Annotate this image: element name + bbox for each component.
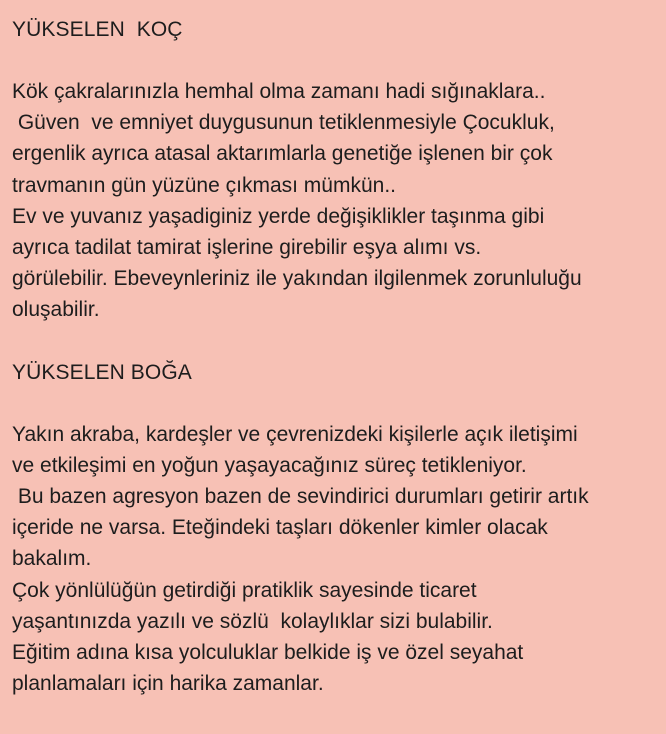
spacer — [12, 45, 656, 76]
text-line: görülebilir. Ebeveynleriniz ile yakından ilgilenmek zorunluluğu — [12, 267, 582, 291]
section-paragraph — [12, 419, 656, 700]
section-yukselen-koc — [12, 14, 656, 326]
spacer — [12, 326, 656, 357]
text-line: ergenlik ayrıca atasal aktarımlarla genetiğe işlenen bir çok — [12, 142, 553, 166]
spacer — [12, 388, 656, 419]
text-line: Ev ve yuvanız yaşadiginiz yerde değişiklikler taşınma gibi — [12, 204, 545, 228]
section-heading: YÜKSELEN KOÇ — [12, 18, 183, 41]
section-yukselen-boga — [12, 357, 656, 700]
text-line: bakalım. — [12, 547, 92, 571]
text-line: Çok yönlülüğün getirdiği pratiklik sayesinde ticaret — [12, 578, 477, 602]
text-line: oluşabilir. — [12, 298, 100, 322]
section-heading: YÜKSELEN BOĞA — [12, 360, 192, 384]
text-line: Bu bazen agresyon bazen de sevindirici durumları getirir artık — [12, 485, 589, 509]
section-paragraph — [12, 76, 656, 326]
text-line: Kök çakralarınızla hemhal olma zamanı hadi sığınaklara.. — [12, 80, 546, 103]
text-line: ayrıca tadilat tamirat işlerine girebilir eşya alımı vs. — [12, 236, 482, 260]
text-line: Yakın akraba, kardeşler ve çevrenizdeki kişilerle açık iletişimi — [12, 422, 578, 446]
text-line: yaşantınızda yazılı ve sözlü kolaylıklar sizi bulabilir. — [12, 609, 493, 633]
text-line: travmanın gün yüzüne çıkması mümkün.. — [12, 173, 396, 197]
text-line: planlamaları için harika zamanlar. — [12, 672, 324, 696]
text-line: ve etkileşimi en yoğun yaşayacağınız süreç tetikleniyor. — [12, 453, 527, 477]
text-line: Güven ve emniyet duygusunun tetiklenmesiyle Çocukluk, — [12, 111, 555, 135]
text-line: içeride ne varsa. Eteğindeki taşları dökenler kimler olacak — [12, 516, 548, 540]
text-line: Eğitim adına kısa yolculuklar belkide iş ve özel seyahat — [12, 641, 524, 665]
